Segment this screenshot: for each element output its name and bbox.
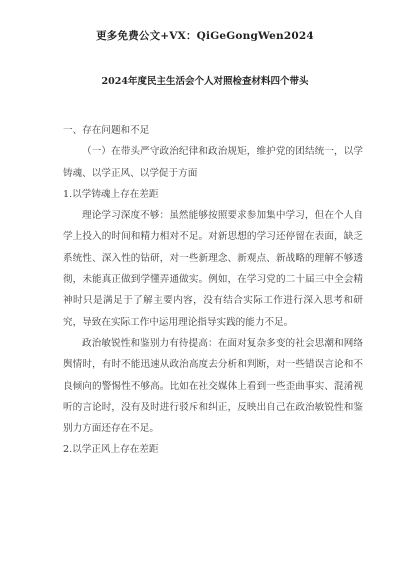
watermark-header: 更多免费公文+VX：QiGeGongWen2024 [96, 30, 314, 42]
section-heading-2: （一）在带头严守政治纪律和政治规矩，维护党的团结统一，以学铸魂、以学正风、以学促于方面 [63, 146, 363, 179]
subsection-item-1: 1.以学铸魂上存在差距 [63, 188, 159, 200]
subsection-item-2: 2.以学正风上存在差距 [63, 444, 159, 456]
section-heading-1: 一、存在问题和不足 [63, 125, 150, 136]
paragraph-political-sensitivity: 政治敏锐性和鉴别力有待提高：在面对复杂多变的社会思潮和网络舆情时，有时不能迅速从政治高度去分析和判断，对一些错误言论和不良倾向的警惕性不够高。比如在社交媒体上看到一些歪曲事实、混淆视听的言论时，没有及时进行驳斥和纠正，反映出自己在政治敏锐性和鉴别力方面还存在不足。 [63, 337, 363, 435]
paragraph-theory-study: 理论学习深度不够：虽然能够按照要求参加集中学习，但在个人自学上投入的时间和精力相对不足。对新思想的学习还停留在表面，缺乏系统性、深入性的钻研，对一些新理念、新观点、新战略的理解不够透彻，未能真正做到学懂弄通做实。例如，在学习党的二十届三中全会精神时只是满足于了解主要内容，没有结合实际工作进行深入思考和研究，导致在实际工作中运用理论指导实践的能力不足。 [63, 210, 363, 328]
document-title: 2024年度民主生活会个人对照检查材料四个带头 [101, 76, 309, 87]
document-body [63, 120, 363, 461]
